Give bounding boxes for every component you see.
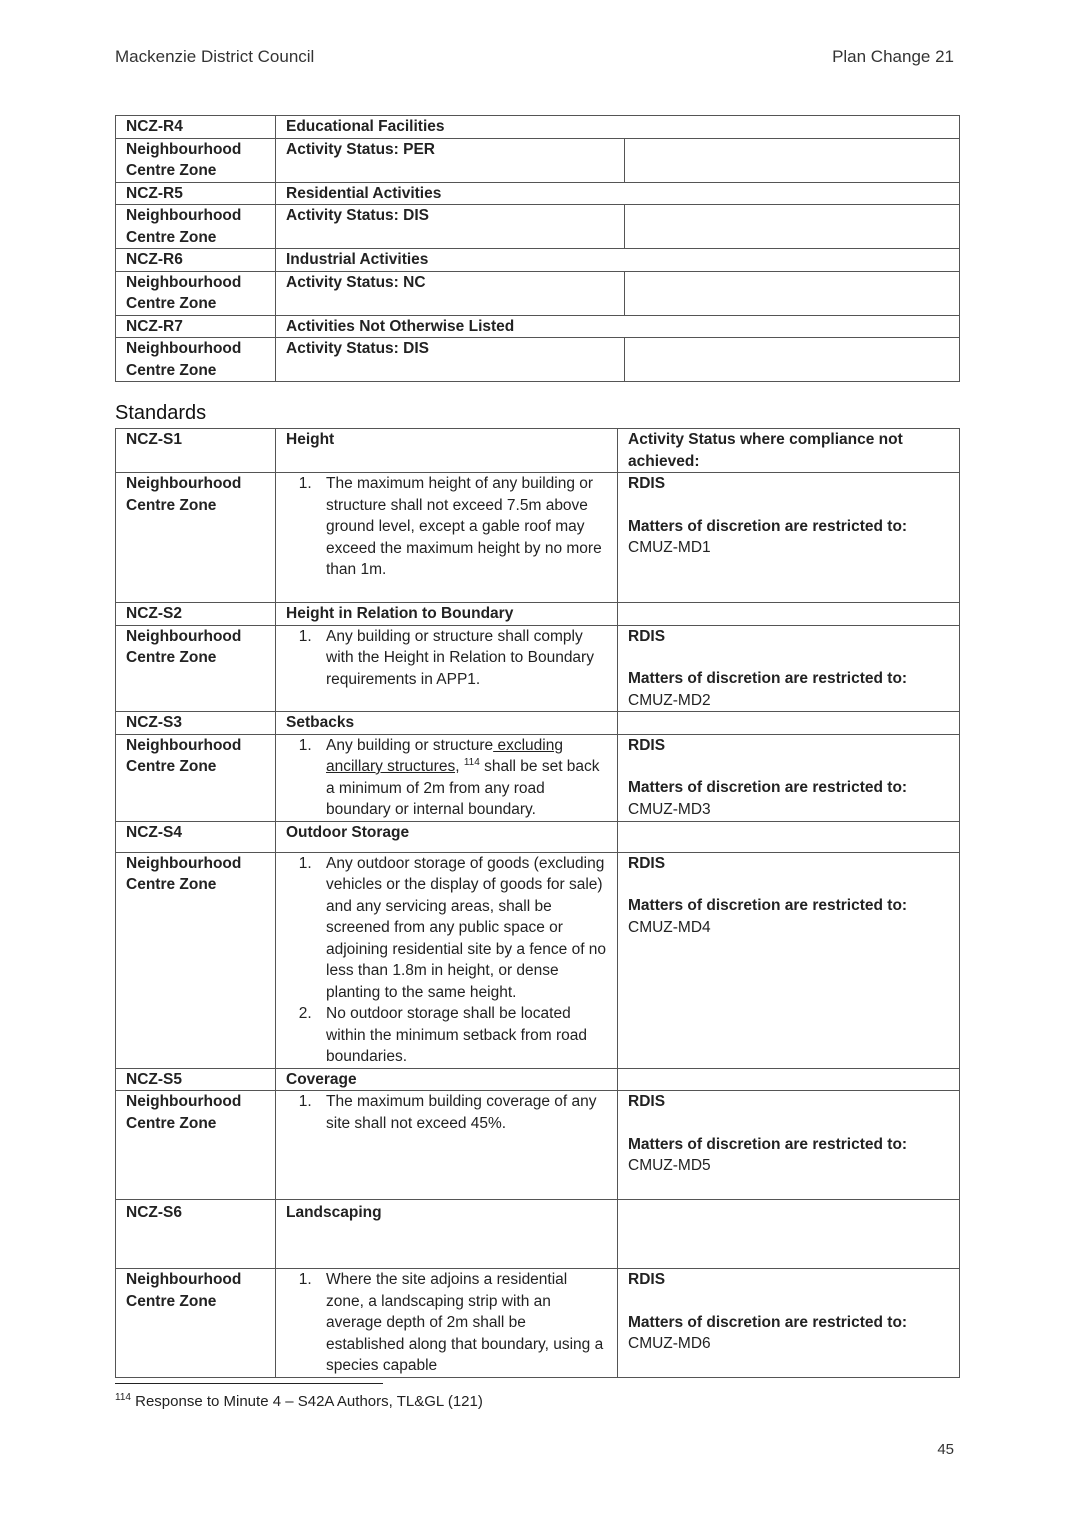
standard-requirements — [276, 852, 618, 1068]
standard-title: Setbacks — [276, 712, 618, 735]
standard-code: NCZ-S2 — [116, 603, 276, 626]
standard-body-row — [116, 1091, 960, 1200]
standard-body-row — [116, 625, 960, 712]
standard-body-row — [116, 852, 960, 1068]
rdis-label: RDIS — [628, 736, 666, 754]
matters-reference: CMUZ-MD3 — [628, 800, 711, 818]
standard-status — [618, 1269, 960, 1378]
standard-title: Landscaping — [276, 1200, 618, 1269]
rule-title: Residential Activities — [276, 182, 960, 205]
footnote-ref: 114 — [463, 756, 480, 768]
rule-title: Activities Not Otherwise Listed — [276, 315, 960, 338]
rule-empty-cell — [625, 271, 960, 315]
requirement-text: Any building or structure — [326, 736, 494, 754]
standards-heading: Standards — [115, 402, 207, 424]
standard-code: NCZ-S4 — [116, 821, 276, 852]
rule-code: NCZ-R4 — [116, 116, 276, 139]
rule-status: Activity Status: NC — [276, 271, 625, 315]
requirement-item: 1. Where the site adjoins a residential zone, a landscaping strip with an average depth of 2m shall be established along that boundary, using a species capable — [316, 1269, 607, 1377]
standard-status — [618, 1091, 960, 1200]
standard-title-row — [116, 429, 960, 473]
matters-label: Matters of discretion are restricted to: — [628, 779, 908, 796]
standard-title-row — [116, 821, 960, 852]
standard-code: NCZ-S5 — [116, 1068, 276, 1091]
standard-title: Coverage — [276, 1068, 618, 1091]
footnote — [115, 1393, 483, 1410]
standard-title: Height in Relation to Boundary — [276, 603, 618, 626]
matters-reference: CMUZ-MD4 — [628, 918, 711, 936]
standard-zone: Neighbourhood Centre Zone — [116, 473, 276, 603]
rule-empty-cell — [625, 138, 960, 182]
requirement-item: 2. No outdoor storage shall be located within the minimum setback from road boundaries. — [316, 1003, 607, 1068]
rule-status-row — [116, 138, 960, 182]
empty-cell — [618, 821, 960, 852]
requirement-item — [316, 735, 607, 821]
standards-table — [115, 428, 960, 1378]
matters-label: Matters of discretion are restricted to: — [628, 1313, 908, 1331]
rule-zone: Neighbourhood Centre Zone — [116, 138, 276, 182]
requirement-item: 1. Any outdoor storage of goods (excluding vehicles or the display of goods for sale) and any servicing areas, shall be screened from any public space or adjoining residential site by a fence of no less than 1.8m in height, or dense planting to the same height. — [316, 853, 607, 1004]
rule-zone: Neighbourhood Centre Zone — [116, 338, 276, 382]
footnote-number: 114 — [115, 1392, 131, 1403]
standard-zone: Neighbourhood Centre Zone — [116, 734, 276, 821]
footnote-divider — [115, 1383, 383, 1384]
requirement-item: 1. Any building or structure shall comply with the Height in Relation to Boundary requirements in APP1. — [316, 626, 607, 691]
rdis-label: RDIS — [628, 475, 666, 492]
rule-zone: Neighbourhood Centre Zone — [116, 271, 276, 315]
rule-title-row — [116, 182, 960, 205]
rule-empty-cell — [625, 338, 960, 382]
rule-title-row — [116, 315, 960, 338]
matters-reference: CMUZ-MD6 — [628, 1335, 711, 1352]
standard-zone: Neighbourhood Centre Zone — [116, 852, 276, 1068]
requirement-item: 1. The maximum building coverage of any site shall not exceed 45%. — [316, 1091, 607, 1134]
rule-status: Activity Status: PER — [276, 138, 625, 182]
rule-status-row — [116, 205, 960, 249]
rule-code: NCZ-R5 — [116, 182, 276, 205]
rdis-label: RDIS — [628, 627, 666, 645]
matters-reference: CMUZ-MD2 — [628, 691, 711, 709]
rdis-label: RDIS — [628, 854, 666, 872]
standard-title: Height — [276, 429, 618, 473]
standard-requirements — [276, 734, 618, 821]
rule-code: NCZ-R6 — [116, 249, 276, 272]
rule-status-row — [116, 271, 960, 315]
standard-status — [618, 734, 960, 821]
standard-status — [618, 473, 960, 603]
standard-code: NCZ-S3 — [116, 712, 276, 735]
standard-status — [618, 852, 960, 1068]
standard-requirements — [276, 473, 618, 603]
standard-body-row — [116, 1269, 960, 1378]
empty-cell — [618, 1068, 960, 1091]
standard-zone: Neighbourhood Centre Zone — [116, 625, 276, 712]
rule-title-row — [116, 249, 960, 272]
rule-title: Educational Facilities — [276, 116, 960, 139]
rule-code: NCZ-R7 — [116, 315, 276, 338]
requirement-text: shall be set back a minimum of 2m from any road boundary or internal boundary. — [326, 758, 600, 818]
status-column-header: Activity Status where compliance not achieved: — [618, 429, 960, 473]
standard-code: NCZ-S6 — [116, 1200, 276, 1269]
standard-requirements — [276, 1091, 618, 1200]
rule-zone: Neighbourhood Centre Zone — [116, 205, 276, 249]
rules-table — [115, 115, 960, 382]
standard-requirements — [276, 1269, 618, 1378]
standard-code: NCZ-S1 — [116, 429, 276, 473]
rdis-label: RDIS — [628, 1271, 666, 1288]
empty-cell — [618, 1200, 960, 1269]
standard-title-row — [116, 1068, 960, 1091]
empty-cell — [618, 712, 960, 735]
standard-status — [618, 625, 960, 712]
matters-label: Matters of discretion are restricted to: — [628, 670, 908, 687]
standard-title-row — [116, 712, 960, 735]
inserted-text: excluding ancillary structures, — [326, 736, 563, 775]
standard-requirements — [276, 625, 618, 712]
requirement-item: 1. The maximum height of any building or structure shall not exceed 7.5m above ground level, except a gable roof may exceed the maximum height by no more than 1m. — [316, 473, 607, 581]
matters-label: Matters of discretion are restricted to: — [628, 517, 908, 535]
standard-title-row — [116, 1200, 960, 1269]
matters-label: Matters of discretion are restricted to: — [628, 897, 908, 914]
rule-status-row — [116, 338, 960, 382]
matters-label: Matters of discretion are restricted to: — [628, 1135, 908, 1153]
standard-zone: Neighbourhood Centre Zone — [116, 1091, 276, 1200]
matters-reference: CMUZ-MD5 — [628, 1157, 711, 1174]
header-plan-change: Plan Change 21 — [832, 47, 954, 66]
standard-body-row — [116, 734, 960, 821]
standard-zone: Neighbourhood Centre Zone — [116, 1269, 276, 1378]
rule-status: Activity Status: DIS — [276, 205, 625, 249]
rule-title: Industrial Activities — [276, 249, 960, 272]
standard-title: Outdoor Storage — [276, 821, 618, 852]
rule-status: Activity Status: DIS — [276, 338, 625, 382]
page-number: 45 — [937, 1441, 954, 1458]
empty-cell — [618, 603, 960, 626]
rule-title-row — [116, 116, 960, 139]
footnote-text: Response to Minute 4 – S42A Authors, TL&GL (121) — [135, 1393, 483, 1410]
rule-empty-cell — [625, 205, 960, 249]
matters-reference: CMUZ-MD1 — [628, 539, 711, 556]
standard-body-row — [116, 473, 960, 603]
header-council: Mackenzie District Council — [115, 47, 315, 66]
rdis-label: RDIS — [628, 1093, 666, 1110]
standard-title-row — [116, 603, 960, 626]
